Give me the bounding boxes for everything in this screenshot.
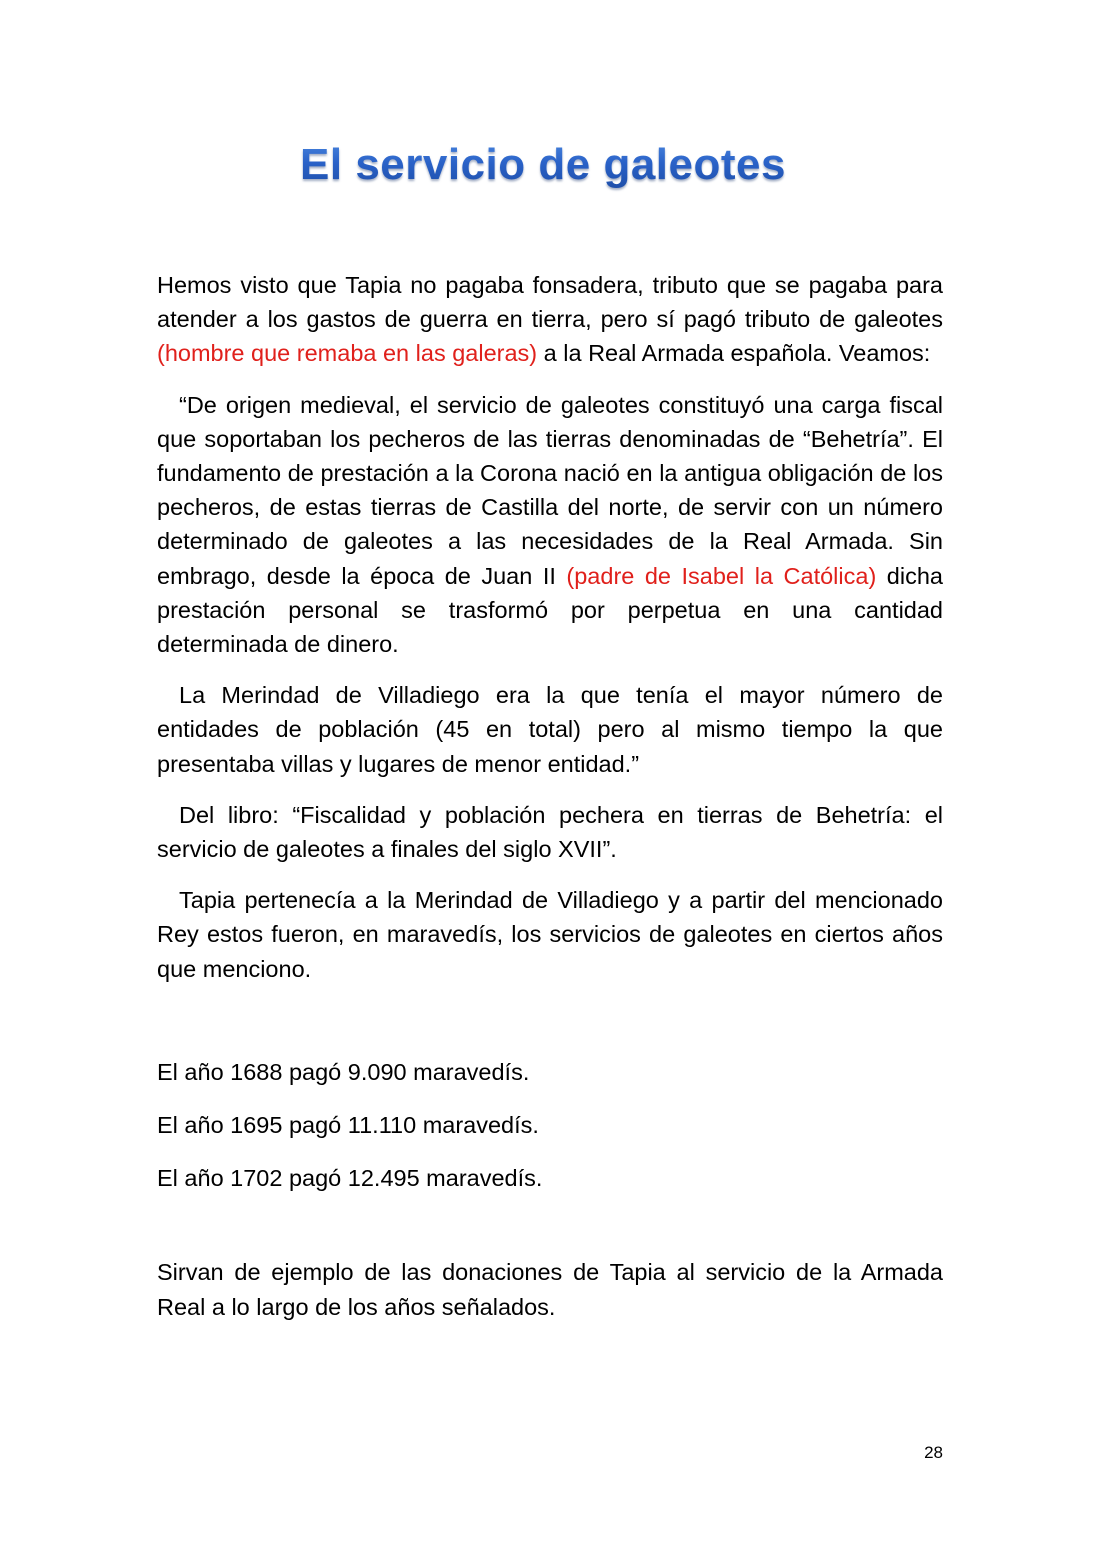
body-text bbox=[157, 268, 943, 1341]
galeote-definition-note: (hombre que remaba en las galeras) bbox=[157, 340, 538, 367]
paragraph-intro-text-end: a la Real Armada española. Veamos: bbox=[537, 340, 931, 367]
spacer bbox=[157, 1003, 943, 1055]
payment-line: El año 1702 pagó 12.495 maravedís. bbox=[157, 1165, 543, 1192]
paragraph-tapia-services: Tapia pertenecía a la Merindad de Villadiego y a partir del mencionado Rey estos fueron, en maravedís, los servicios de galeotes en ciertos años que menciono. bbox=[157, 887, 943, 982]
paragraph-quote-text-end: dicha prestación personal se trasformó por perpetua en una cantidad determinada de dinero. bbox=[157, 562, 943, 658]
paragraph-intro bbox=[157, 268, 943, 371]
paragraph-intro-text-start: Hemos visto que Tapia no pagaba fonsadera, tributo que se pagaba para atender a los gastos de guerra en tierra, pero sí pagó tributo de galeotes bbox=[157, 272, 943, 333]
paragraph-source-book: Del libro: “Fiscalidad y población pechera en tierras de Behetría: el servicio de galeotes a finales del siglo XVII”. bbox=[157, 801, 943, 863]
juan-ii-note: (padre de Isabel la Católica) bbox=[566, 562, 877, 589]
payment-line: El año 1695 pagó 11.110 maravedís. bbox=[157, 1112, 539, 1139]
paragraph-closing: Sirvan de ejemplo de las donaciones de Tapia al servicio de la Armada Real a lo largo de los años señalados. bbox=[157, 1259, 943, 1320]
payment-line: El año 1688 pagó 9.090 maravedís. bbox=[157, 1058, 530, 1085]
page-title: El servicio de galeotes bbox=[0, 140, 1086, 190]
page-number: 28 bbox=[924, 1443, 943, 1462]
paragraph-quote-text-start: “De origen medieval, el servicio de galeotes constituyó una carga fiscal que soportaban los pecheros de las tierras denominadas de “Behetría”. El fundamento de prestación a la Corona nació en la antigua obligación de los pecheros, de estas tierras de Castilla del norte, de servir con un número determinado de galeotes a las necesidades de la Real Armada. Sin embrago, desde la época de Juan II bbox=[157, 391, 943, 589]
paragraph-quote-origin bbox=[157, 388, 943, 662]
paragraph-merindad: La Merindad de Villadiego era la que tenía el mayor número de entidades de población (45 en total) pero al mismo tiempo la que presentaba villas y lugares de menor entidad.” bbox=[157, 682, 943, 777]
